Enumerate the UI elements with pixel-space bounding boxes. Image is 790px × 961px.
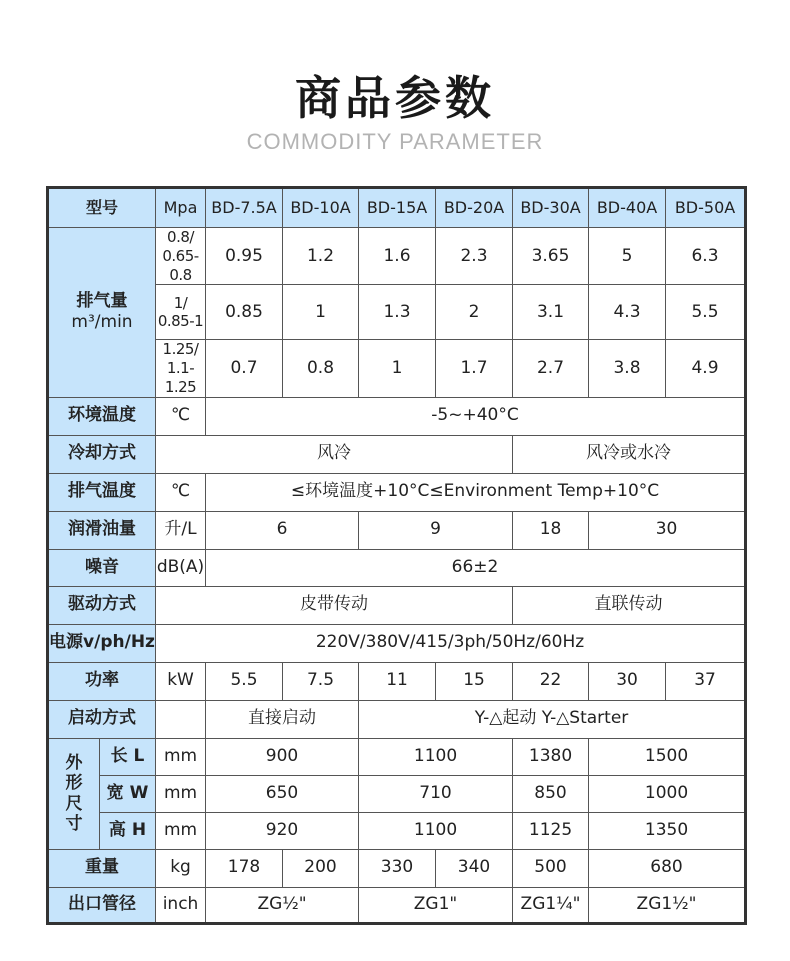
value-cell: 1100 <box>359 738 513 775</box>
value-cell: 200 <box>283 849 359 887</box>
model-cell: BD-30A <box>513 188 589 228</box>
exhaust-temp-value: ≤环境温度+10°C≤Environment Temp+10°C <box>206 473 746 511</box>
pressure-cell: 0.8/ 0.65-0.8 <box>156 228 206 285</box>
dimension-row <box>48 738 746 775</box>
value-cell: 1.7 <box>436 340 513 397</box>
unit-cell: 升/L <box>156 511 206 549</box>
spec-table <box>46 186 747 925</box>
dimension-row <box>48 812 746 849</box>
value-cell: 5.5 <box>206 662 283 700</box>
value-cell: ZG1½" <box>589 887 746 923</box>
page-title: 商品参数 <box>295 71 495 125</box>
value-cell: ZG1¼" <box>513 887 589 923</box>
value-cell: 6 <box>206 511 359 549</box>
dimension-label: 宽 W <box>100 775 156 812</box>
start-value-direct: 直接启动 <box>206 700 359 738</box>
airflow-label-line2: m³/min <box>71 312 133 333</box>
cooling-label: 冷却方式 <box>48 435 156 473</box>
exhaust-temp-label: 排气温度 <box>48 473 156 511</box>
ambient-value: -5~+40°C <box>206 397 746 435</box>
value-cell: 3.1 <box>513 285 589 340</box>
dimension-label: 高 H <box>100 812 156 849</box>
unit-cell: dB(A) <box>156 549 206 586</box>
airflow-row <box>48 228 746 285</box>
dimensions-char: 形 <box>65 773 83 794</box>
dimensions-label <box>48 738 100 849</box>
value-cell: 5.5 <box>666 285 746 340</box>
model-cell: BD-40A <box>589 188 666 228</box>
model-cell: BD-7.5A <box>206 188 283 228</box>
value-cell: 4.9 <box>666 340 746 397</box>
value-cell: 1125 <box>513 812 589 849</box>
value-cell: 1 <box>283 285 359 340</box>
value-cell: 9 <box>359 511 513 549</box>
cooling-row <box>48 435 746 473</box>
value-cell: 0.85 <box>206 285 283 340</box>
unit-cell: inch <box>156 887 206 923</box>
value-cell: 15 <box>436 662 513 700</box>
unit-cell: ℃ <box>156 473 206 511</box>
oil-row <box>48 511 746 549</box>
ambient-row <box>48 397 746 435</box>
value-cell: 330 <box>359 849 436 887</box>
unit-cell-empty <box>156 700 206 738</box>
drive-row <box>48 586 746 624</box>
airflow-label <box>48 228 156 398</box>
value-cell: 22 <box>513 662 589 700</box>
outlet-label: 出口管径 <box>48 887 156 923</box>
noise-row <box>48 549 746 586</box>
value-cell: 1 <box>359 340 436 397</box>
model-cell: BD-15A <box>359 188 436 228</box>
weight-row <box>48 849 746 887</box>
value-cell: 2.3 <box>436 228 513 285</box>
cooling-value-air: 风冷 <box>156 435 513 473</box>
value-cell: 30 <box>589 511 746 549</box>
value-cell: 11 <box>359 662 436 700</box>
dimension-label: 长 L <box>100 738 156 775</box>
value-cell: 1.2 <box>283 228 359 285</box>
airflow-label-line1: 排气量 <box>76 291 128 311</box>
value-cell: 340 <box>436 849 513 887</box>
unit-cell: mm <box>156 812 206 849</box>
value-cell: 900 <box>206 738 359 775</box>
value-cell: 37 <box>666 662 746 700</box>
pressure-cell: 1/ 0.85-1 <box>156 285 206 340</box>
power-supply-value: 220V/380V/415/3ph/50Hz/60Hz <box>156 624 746 662</box>
outlet-row <box>48 887 746 923</box>
value-cell: 680 <box>589 849 746 887</box>
weight-label: 重量 <box>48 849 156 887</box>
value-cell: 1350 <box>589 812 746 849</box>
dimensions-char: 外 <box>65 752 83 773</box>
value-cell: 710 <box>359 775 513 812</box>
value-cell: ZG1" <box>359 887 513 923</box>
start-label: 启动方式 <box>48 700 156 738</box>
value-cell: 500 <box>513 849 589 887</box>
value-cell: 1000 <box>589 775 746 812</box>
value-cell: 850 <box>513 775 589 812</box>
power-label: 功率 <box>48 662 156 700</box>
value-cell: 1.6 <box>359 228 436 285</box>
drive-label: 驱动方式 <box>48 586 156 624</box>
value-cell: 7.5 <box>283 662 359 700</box>
value-cell: ZG½" <box>206 887 359 923</box>
value-cell: 5 <box>589 228 666 285</box>
dimensions-char: 寸 <box>65 813 83 834</box>
value-cell: 920 <box>206 812 359 849</box>
value-cell: 18 <box>513 511 589 549</box>
value-cell: 1100 <box>359 812 513 849</box>
value-cell: 3.65 <box>513 228 589 285</box>
model-header: 型号 <box>48 188 156 228</box>
model-cell: BD-20A <box>436 188 513 228</box>
value-cell: 2 <box>436 285 513 340</box>
model-cell: BD-10A <box>283 188 359 228</box>
pressure-cell: 1.25/ 1.1-1.25 <box>156 340 206 397</box>
value-cell: 4.3 <box>589 285 666 340</box>
unit-cell: mm <box>156 738 206 775</box>
power-row <box>48 662 746 700</box>
value-cell: 650 <box>206 775 359 812</box>
start-value-star-delta: Y-△起动 Y-△Starter <box>359 700 746 738</box>
value-cell: 0.95 <box>206 228 283 285</box>
header-row <box>48 188 746 228</box>
exhaust-temp-row <box>48 473 746 511</box>
value-cell: 1500 <box>589 738 746 775</box>
dimension-row <box>48 775 746 812</box>
unit-header: Mpa <box>156 188 206 228</box>
drive-value-direct: 直联传动 <box>513 586 746 624</box>
power-supply-row <box>48 624 746 662</box>
value-cell: 0.7 <box>206 340 283 397</box>
noise-value: 66±2 <box>206 549 746 586</box>
unit-cell: ℃ <box>156 397 206 435</box>
value-cell: 3.8 <box>589 340 666 397</box>
value-cell: 30 <box>589 662 666 700</box>
dimensions-char: 尺 <box>65 793 83 814</box>
value-cell: 178 <box>206 849 283 887</box>
ambient-label: 环境温度 <box>48 397 156 435</box>
value-cell: 1380 <box>513 738 589 775</box>
unit-cell: kW <box>156 662 206 700</box>
value-cell: 6.3 <box>666 228 746 285</box>
cooling-value-air-water: 风冷或水冷 <box>513 435 746 473</box>
power-supply-label: 电源v/ph/Hz <box>48 624 156 662</box>
unit-cell: mm <box>156 775 206 812</box>
value-cell: 1.3 <box>359 285 436 340</box>
page-subtitle: COMMODITY PARAMETER <box>246 129 544 154</box>
noise-label: 噪音 <box>48 549 156 586</box>
drive-value-belt: 皮带传动 <box>156 586 513 624</box>
value-cell: 0.8 <box>283 340 359 397</box>
start-row <box>48 700 746 738</box>
unit-cell: kg <box>156 849 206 887</box>
oil-label: 润滑油量 <box>48 511 156 549</box>
value-cell: 2.7 <box>513 340 589 397</box>
model-cell: BD-50A <box>666 188 746 228</box>
